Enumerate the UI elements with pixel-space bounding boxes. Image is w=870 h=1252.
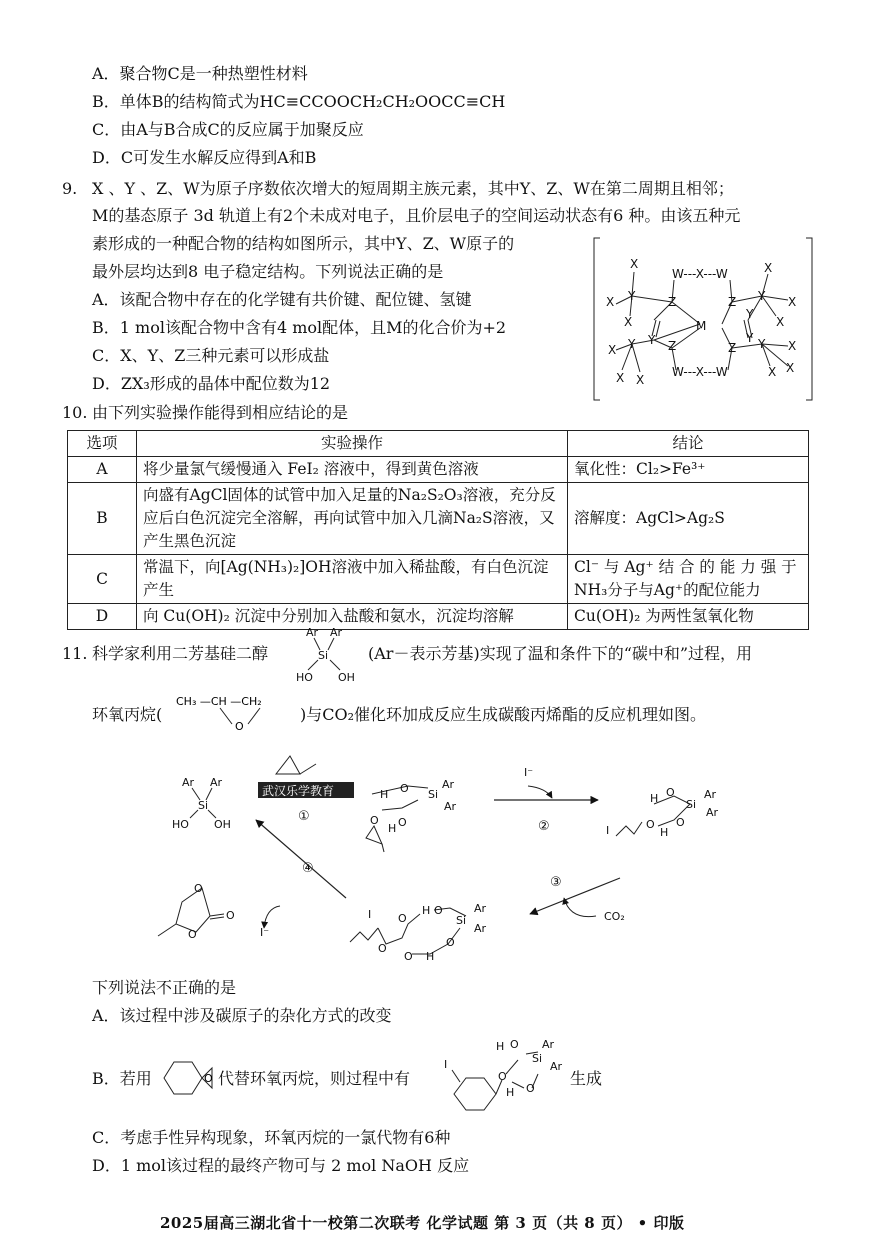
table-row — [68, 604, 809, 630]
watermark-text: 武汉乐学教育 — [262, 784, 335, 798]
row-operation: 常温下，向[Ag(NH₃)₂]OH溶液中加入稀盐酸，有白色沉淀产生 — [137, 555, 568, 604]
row-conclusion: Cl⁻ 与 Ag⁺ 结 合 的 能 力 强 于 NH₃分子与Ag⁺的配位能力 — [568, 555, 809, 604]
q9-number: 9. — [62, 179, 78, 198]
q9-label-x: X — [630, 257, 639, 271]
q8-option-b: B．单体B的结构简式为HC≡CCOOCH₂CH₂OOCC≡CH — [92, 92, 506, 111]
q8-option-d: D．C可发生水解反应得到A和B — [92, 148, 317, 167]
svg-text:O: O — [378, 942, 387, 955]
svg-text:X: X — [786, 361, 795, 375]
q9-option-d: D．ZX₃形成的晶体中配位数为12 — [92, 374, 331, 393]
svg-text:O: O — [400, 782, 409, 795]
svg-text:O: O — [646, 818, 655, 831]
q10-stem: 由下列实验操作能得到相应结论的是 — [92, 403, 349, 422]
svg-text:X: X — [788, 295, 797, 309]
q11-option-c: C．考虑手性异构现象，环氧丙烷的一氯代物有6种 — [92, 1128, 451, 1147]
svg-text:H: H — [426, 950, 435, 963]
svg-text:Y: Y — [628, 337, 636, 351]
svg-text:I⁻: I⁻ — [260, 926, 270, 939]
svg-text:O: O — [676, 816, 685, 829]
svg-text:O: O — [188, 928, 197, 941]
svg-text:Ar: Ar — [542, 1038, 555, 1051]
q11-stem-part3: 环氧丙烷( — [92, 705, 163, 724]
page-footer: 2025届高三湖北省十一校第二次联考 化学试题 第 3 页（共 8 页） • 印版 — [160, 1214, 685, 1232]
svg-text:Ar: Ar — [210, 776, 223, 789]
svg-text:Ar: Ar — [444, 800, 457, 813]
svg-text:Z: Z — [728, 295, 737, 309]
svg-text:X: X — [616, 371, 625, 385]
svg-text:X: X — [624, 315, 633, 329]
svg-text:Si: Si — [532, 1052, 543, 1065]
svg-text:O: O — [398, 816, 407, 829]
svg-text:O: O — [510, 1038, 519, 1051]
iodide-label: I⁻ — [524, 766, 534, 779]
svg-text:O: O — [226, 909, 235, 922]
q9-stem-line4: 最外层均达到8 电子稳定结构。下列说法正确的是 — [92, 262, 444, 281]
q9-option-b: B．1 mol该配合物中含有4 mol配体，且M的化合价为+2 — [92, 318, 507, 337]
q9-label-hbond-bottom: W---X---W — [672, 365, 728, 379]
q11-stem-part1: 科学家利用二芳基硅二醇 — [92, 644, 269, 663]
table-header-row — [68, 431, 809, 457]
svg-text:Ar: Ar — [474, 922, 487, 935]
svg-text:OH: OH — [338, 671, 355, 684]
svg-text:Si: Si — [318, 649, 329, 662]
table-row — [68, 555, 809, 604]
row-conclusion: 溶解度：AgCl>Ag₂S — [568, 483, 809, 555]
q9-label-hbond-top: W---X---W — [672, 267, 728, 281]
q9-stem-line2: M的基态原子 3d 轨道上有2个未成对电子，且价层电子的空间运动状态有6 种。由该五种元 — [92, 206, 741, 225]
iodo-cyclohexanol-complex-structure — [440, 1032, 570, 1126]
svg-text:O: O — [526, 1082, 535, 1095]
q11-number: 11. — [62, 644, 88, 663]
step-1-label: ① — [298, 809, 310, 824]
svg-text:H: H — [496, 1040, 505, 1053]
svg-text:O: O — [404, 950, 413, 963]
svg-text:Ar: Ar — [330, 626, 343, 639]
row-conclusion: 氧化性：Cl₂>Fe³⁺ — [568, 457, 809, 483]
svg-text:H: H — [388, 822, 397, 835]
svg-text:O: O — [434, 904, 443, 917]
svg-text:OH: OH — [214, 818, 231, 831]
svg-text:H: H — [422, 904, 431, 917]
svg-text:X: X — [636, 373, 645, 387]
svg-text:Ar: Ar — [182, 776, 195, 789]
svg-text:HO: HO — [296, 671, 313, 684]
svg-text:O: O — [446, 936, 455, 949]
svg-text:Y: Y — [758, 337, 766, 351]
q11-option-d: D．1 mol该过程的最终产物可与 2 mol NaOH 反应 — [92, 1156, 470, 1175]
q8-option-c: C．由A与B合成C的反应属于加聚反应 — [92, 120, 364, 139]
q11-option-b-part2: 代替环氧丙烷，则过程中有 — [218, 1069, 411, 1088]
svg-text:H: H — [506, 1086, 515, 1099]
svg-text:HO: HO — [172, 818, 189, 831]
svg-text:H: H — [660, 826, 669, 839]
svg-text:X: X — [608, 343, 617, 357]
svg-text:X: X — [788, 339, 797, 353]
svg-text:I: I — [368, 908, 372, 921]
row-operation: 向盛有AgCl固体的试管中加入足量的Na₂S₂O₃溶液，充分反应后白色沉淀完全溶解，再向试管中加入几滴Na₂S溶液，又产生黑色沉淀 — [137, 483, 568, 555]
svg-text:O: O — [194, 882, 203, 895]
header-option: 选项 — [68, 431, 137, 457]
svg-text:Si: Si — [428, 788, 439, 801]
q9-option-c: C．X、Y、Z三种元素可以形成盐 — [92, 346, 330, 365]
q11-stem-part2: (Ar－表示芳基)实现了温和条件下的“碳中和”过程，用 — [368, 644, 753, 663]
step-2-label: ② — [538, 819, 550, 834]
svg-text:Si: Si — [686, 798, 697, 811]
propylene-oxide-structure — [168, 690, 298, 734]
svg-text:Z: Z — [728, 341, 737, 355]
q11-stem-part4: )与CO₂催化环加成反应生成碳酸丙烯酯的反应机理如图。 — [300, 705, 707, 724]
q11-stem2: 下列说法不正确的是 — [92, 978, 237, 997]
svg-text:CH₃ —CH —CH₂: CH₃ —CH —CH₂ — [176, 695, 262, 708]
q9-complex-structure — [592, 236, 814, 402]
row-option: A — [68, 457, 137, 483]
svg-text:H: H — [380, 788, 389, 801]
svg-text:O: O — [666, 786, 675, 799]
q9-label-m: M — [696, 319, 707, 333]
row-operation: 向 Cu(OH)₂ 沉淀中分别加入盐酸和氨水，沉淀均溶解 — [137, 604, 568, 630]
svg-text:Y: Y — [648, 333, 656, 347]
q11-option-b-part1: B．若用 — [92, 1069, 152, 1088]
svg-text:Y: Y — [758, 289, 766, 303]
svg-text:X: X — [776, 315, 785, 329]
header-operation: 实验操作 — [137, 431, 568, 457]
diaryl-silanediol-structure — [284, 624, 364, 684]
svg-text:Y: Y — [746, 307, 754, 321]
svg-text:Z: Z — [668, 339, 677, 353]
row-option: C — [68, 555, 137, 604]
table-row — [68, 457, 809, 483]
row-option: B — [68, 483, 137, 555]
svg-text:Y: Y — [746, 331, 754, 345]
svg-text:Si: Si — [198, 799, 209, 812]
row-operation: 将少量氯气缓慢通入 FeI₂ 溶液中，得到黄色溶液 — [137, 457, 568, 483]
row-conclusion: Cu(OH)₂ 为两性氢氧化物 — [568, 604, 809, 630]
svg-text:Ar: Ar — [474, 902, 487, 915]
svg-text:O: O — [204, 1072, 213, 1085]
svg-text:X: X — [764, 261, 773, 275]
q9-stem-line3: 素形成的一种配合物的结构如图所示，其中Y、Z、W原子的 — [92, 234, 515, 253]
table-row — [68, 483, 809, 555]
svg-text:I: I — [444, 1058, 448, 1071]
svg-text:O: O — [498, 1070, 507, 1083]
svg-text:Ar: Ar — [706, 806, 719, 819]
q11-option-b-part3: 生成 — [570, 1069, 603, 1088]
svg-text:X: X — [768, 365, 777, 379]
step-3-label: ③ — [550, 875, 562, 890]
svg-text:Ar: Ar — [442, 778, 455, 791]
q10-number: 10. — [62, 403, 88, 422]
q11-option-a: A．该过程中涉及碳原子的杂化方式的改变 — [92, 1006, 392, 1025]
svg-text:Ar: Ar — [550, 1060, 563, 1073]
reaction-mechanism-diagram — [150, 748, 730, 976]
co2-label: CO₂ — [604, 910, 625, 923]
svg-text:I: I — [606, 824, 610, 837]
svg-text:O: O — [370, 814, 379, 827]
step-4-label: ④ — [302, 861, 314, 876]
q9-label-z: Z — [668, 295, 677, 309]
q9-stem-line1: X 、Y 、Z、W为原子序数依次增大的短周期主族元素，其中Y、Z、W在第二周期且相邻； — [92, 179, 734, 198]
svg-text:Ar: Ar — [704, 788, 717, 801]
svg-text:X: X — [606, 295, 615, 309]
svg-text:O: O — [235, 720, 244, 733]
header-conclusion: 结论 — [568, 431, 809, 457]
svg-text:O: O — [398, 912, 407, 925]
cyclohexene-oxide-structure — [154, 1054, 218, 1102]
q8-option-a: A．聚合物C是一种热塑性材料 — [92, 64, 308, 83]
q9-option-a: A．该配合物中存在的化学键有共价键、配位键、氢键 — [92, 290, 472, 309]
svg-text:Si: Si — [456, 914, 467, 927]
row-option: D — [68, 604, 137, 630]
svg-text:H: H — [650, 792, 659, 805]
q9-label-y: Y — [628, 289, 636, 303]
svg-text:Ar: Ar — [306, 626, 319, 639]
q10-experiment-table — [67, 430, 809, 630]
